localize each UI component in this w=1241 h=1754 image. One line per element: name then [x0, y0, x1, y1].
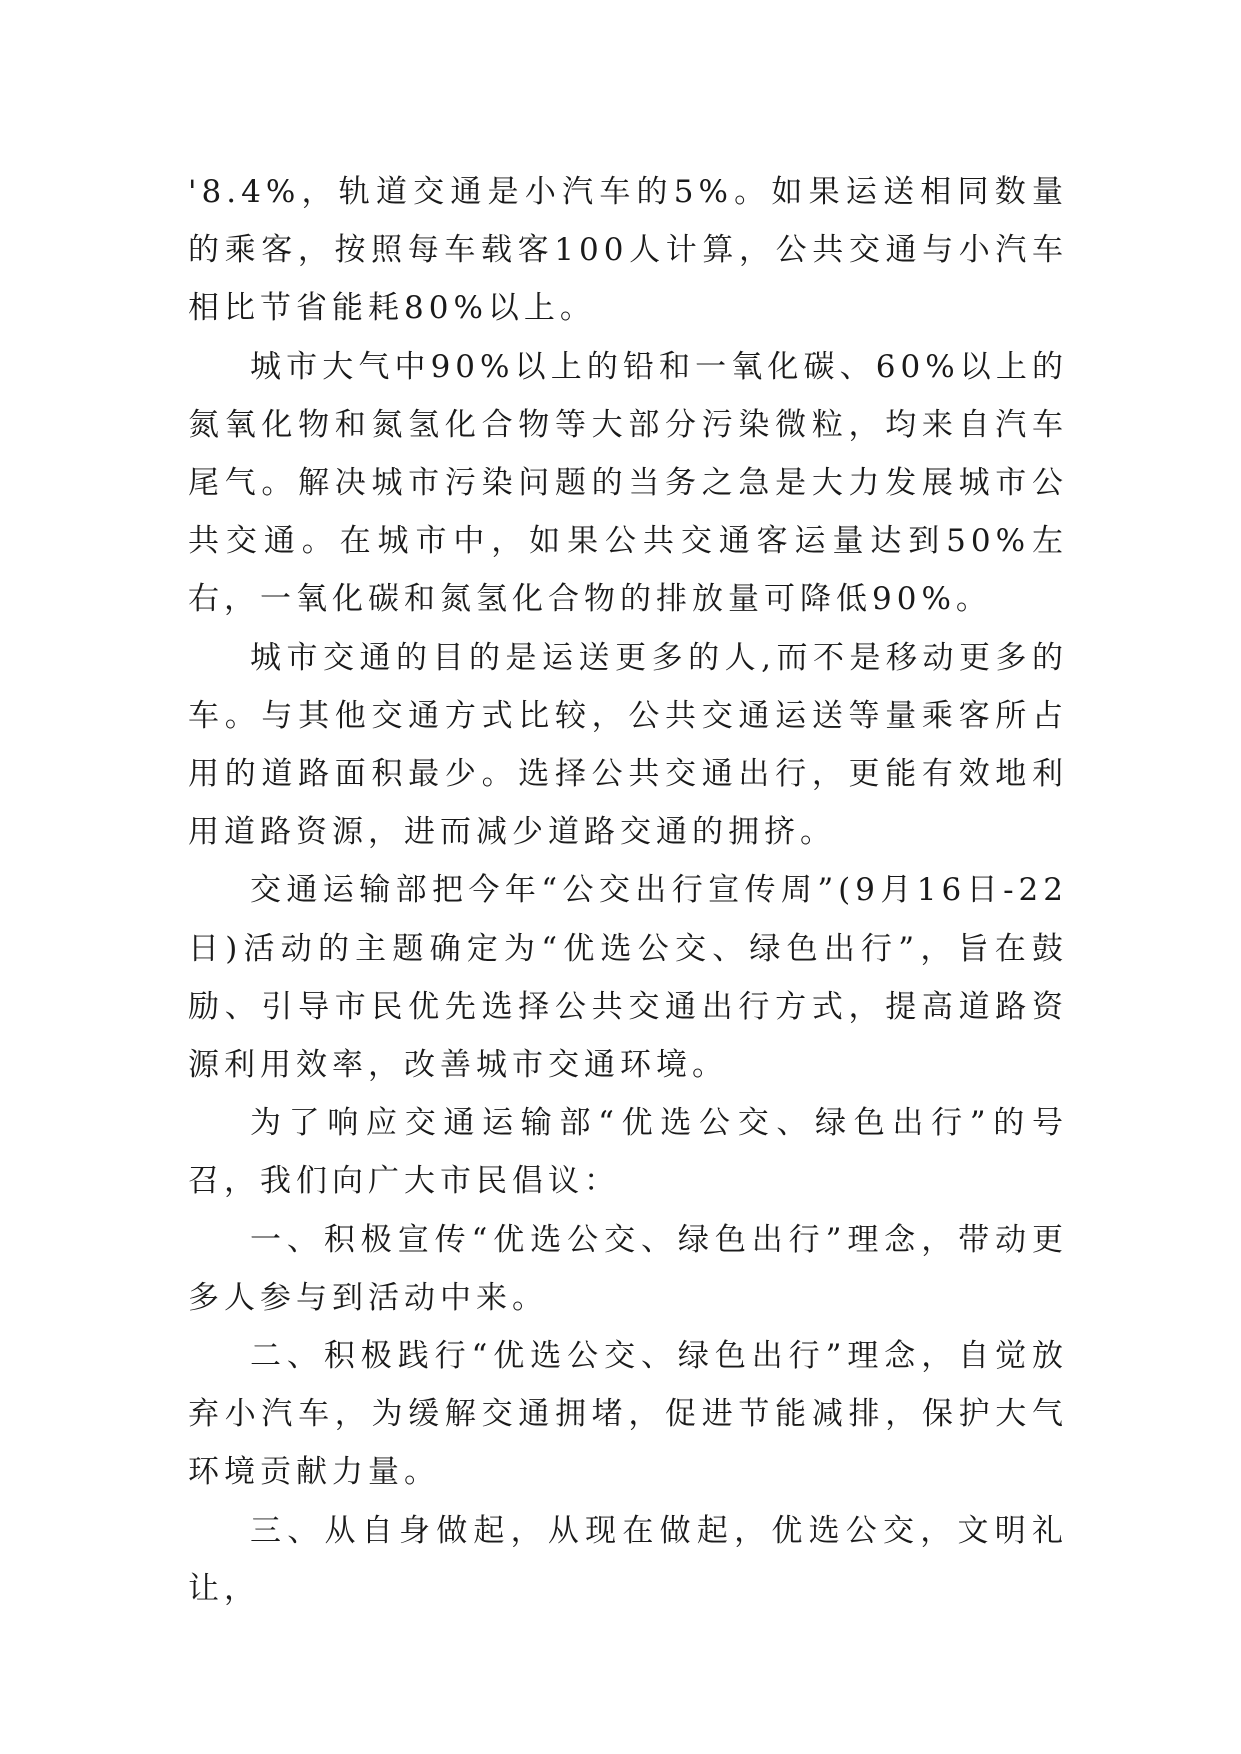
paragraph-road-space: 城市交通的目的是运送更多的人,而不是移动更多的车。与其他交通方式比较，公共交通运送等量乘客所占用的道路面积最少。选择公共交通出行，更能有效地利用道路资源，进而减少道路交通的拥挤。 — [188, 639, 1068, 851]
paragraph-proposal-two: 二、积极践行“优选公交、绿色出行”理念，自觉放弃小汽车，为缓解交通拥堵，促进节能减排，保护大气环境贡献力量。 — [188, 1338, 1068, 1491]
paragraph-call-to-action: 为了响应交通运输部“优选公交、绿色出行”的号召，我们向广大市民倡议： — [188, 1105, 1068, 1200]
paragraph-proposal-three: 三、从自身做起，从现在做起，优选公交，文明礼让， — [188, 1512, 1068, 1607]
paragraph-air-pollution: 城市大气中90%以上的铅和一氧化碳、60%以上的氮氧化物和氮氢化合物等大部分污染微粒，均来自汽车尾气。解决城市污染问题的当务之急是大力发展城市公共交通。在城市中，如果公共交通客运量达到50%左右，一氧化碳和氮氢化合物的排放量可降低90%。 — [188, 348, 1068, 618]
paragraph-publicity-week: 交通运输部把今年“公交出行宣传周”(9月16日-22日)活动的主题确定为“优选公交、绿色出行”，旨在鼓励、引导市民优先选择公共交通出行方式，提高道路资源利用效率，改善城市交通环境。 — [188, 872, 1068, 1084]
document-body — [188, 163, 1068, 1618]
paragraph-proposal-one: 一、积极宣传“优选公交、绿色出行”理念，带动更多人参与到活动中来。 — [188, 1221, 1068, 1316]
paragraph-energy-savings: '8.4%，轨道交通是小汽车的5%。如果运送相同数量的乘客，按照每车载客100人计算，公共交通与小汽车相比节省能耗80%以上。 — [188, 174, 1068, 327]
